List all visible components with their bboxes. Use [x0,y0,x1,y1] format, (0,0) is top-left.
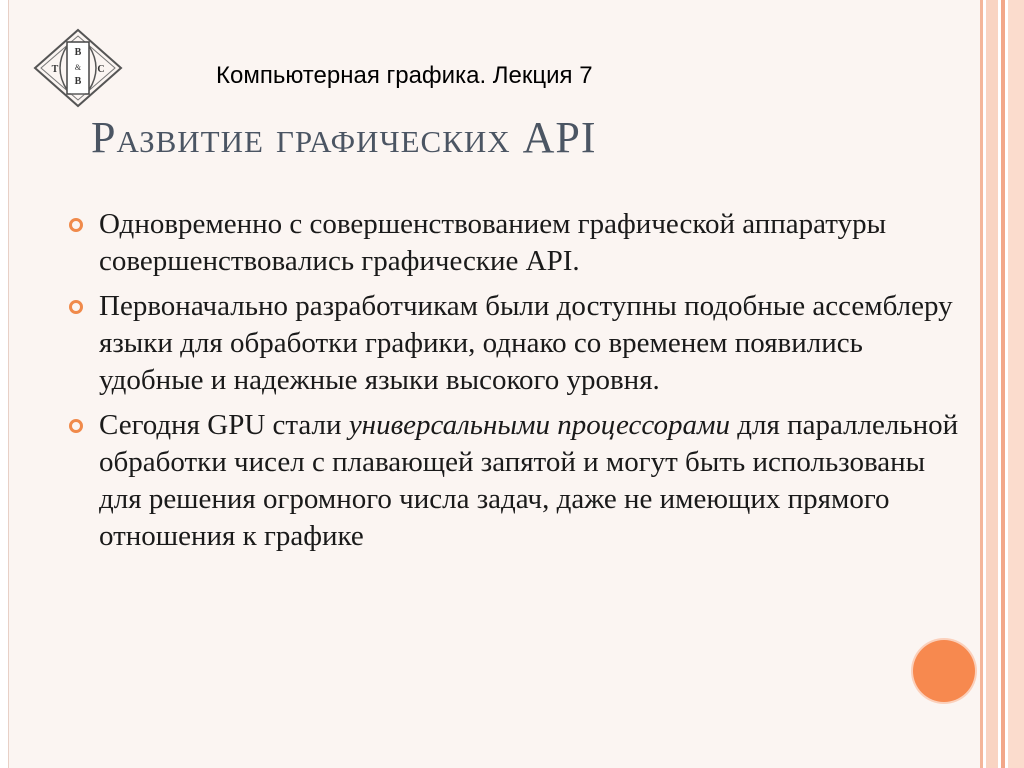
decor-stripe [980,0,983,768]
decor-stripe [1001,0,1005,768]
institution-seal-icon [33,28,123,108]
bullet-text-3-after: для параллельной обработки чисел с плавающей запятой и могут быть использованы для решения огромного числа задач, даже не имеющих прямого отношения к графике [99,409,959,552]
bullet-ring-icon [69,300,83,314]
bullet-item-3 [69,407,969,555]
logo-letter-top: B [74,47,82,58]
bullet-ring-icon [69,419,83,433]
bullet-text-3-before: Сегодня GPU стали [99,409,349,441]
logo-letter-middle: & [74,63,82,72]
logo-letter-bottom: B [74,76,82,87]
logo-letter-right: C [97,64,105,75]
decor-stripe [986,0,998,768]
bullet-text-3-italic: универсальными процессорами [348,409,731,441]
bullet-item-1 [69,206,969,280]
bullet-text-2: Первоначально разработчикам были доступны подобные ассемблеру языки для обработки графики, однако со временем появились удобные и надежные языки высокого уровня. [99,290,953,396]
logo-letter-left: T [51,64,59,75]
bullet-item-2 [69,288,969,399]
slide-panel [8,0,981,768]
decor-circle [913,640,975,702]
decor-stripe [1008,0,1024,768]
bullet-list [69,206,969,563]
course-header: Компьютерная графика. Лекция 7 [216,62,593,89]
bullet-ring-icon [69,218,83,232]
slide-title: Развитие графических API [91,113,597,162]
bullet-text-1: Одновременно с совершенствованием графической аппаратуры совершенствовались графические API. [99,208,887,277]
